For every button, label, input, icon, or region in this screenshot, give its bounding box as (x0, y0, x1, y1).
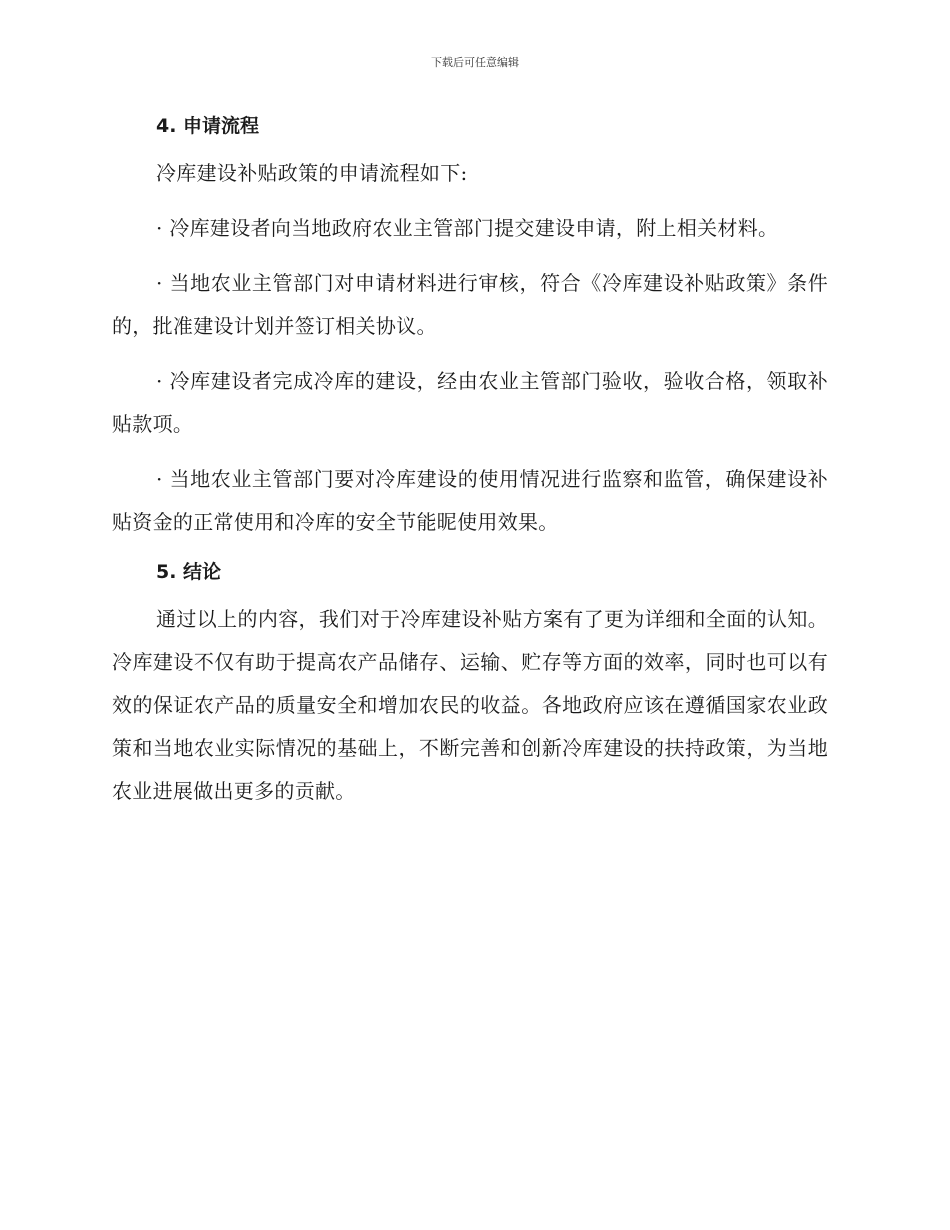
conclusion-paragraph: 通过以上的内容，我们对于冷库建设补贴方案有了更为详细和全面的认知。冷库建设不仅有助于提高农产品储存、运输、贮存等方面的效率，同时也可以有效的保证农产品的质量安全和增加农民的收益。各地政府应该在遵循国家农业政策和当地农业实际情况的基础上，不断完善和创新冷库建设的扶持政策，为当地农业进展做出更多的贡献。 (112, 607, 828, 803)
section-heading-conclusion: 5. 结论 (156, 561, 222, 583)
apply-intro-paragraph: 冷库建设补贴政策的申请流程如下: (156, 161, 468, 185)
apply-step-4: · 当地农业主管部门要对冷库建设的使用情况进行监察和监管，确保建设补贴资金的正常使用和冷库的安全节能昵使用效果。 (112, 467, 828, 534)
section-heading-apply-process: 4. 申请流程 (156, 115, 260, 137)
page-header: 下载后可任意编辑 (431, 56, 519, 69)
apply-step-1: · 冷库建设者向当地政府农业主管部门提交建设申请，附上相关材料。 (156, 216, 779, 240)
document-body (112, 110, 828, 813)
apply-step-2: · 当地农业主管部门对申请材料进行审核，符合《冷库建设补贴政策》条件的，批准建设计划并签订相关协议。 (112, 271, 828, 338)
apply-step-3: · 冷库建设者完成冷库的建设，经由农业主管部门验收，验收合格，领取补贴款项。 (112, 369, 828, 436)
